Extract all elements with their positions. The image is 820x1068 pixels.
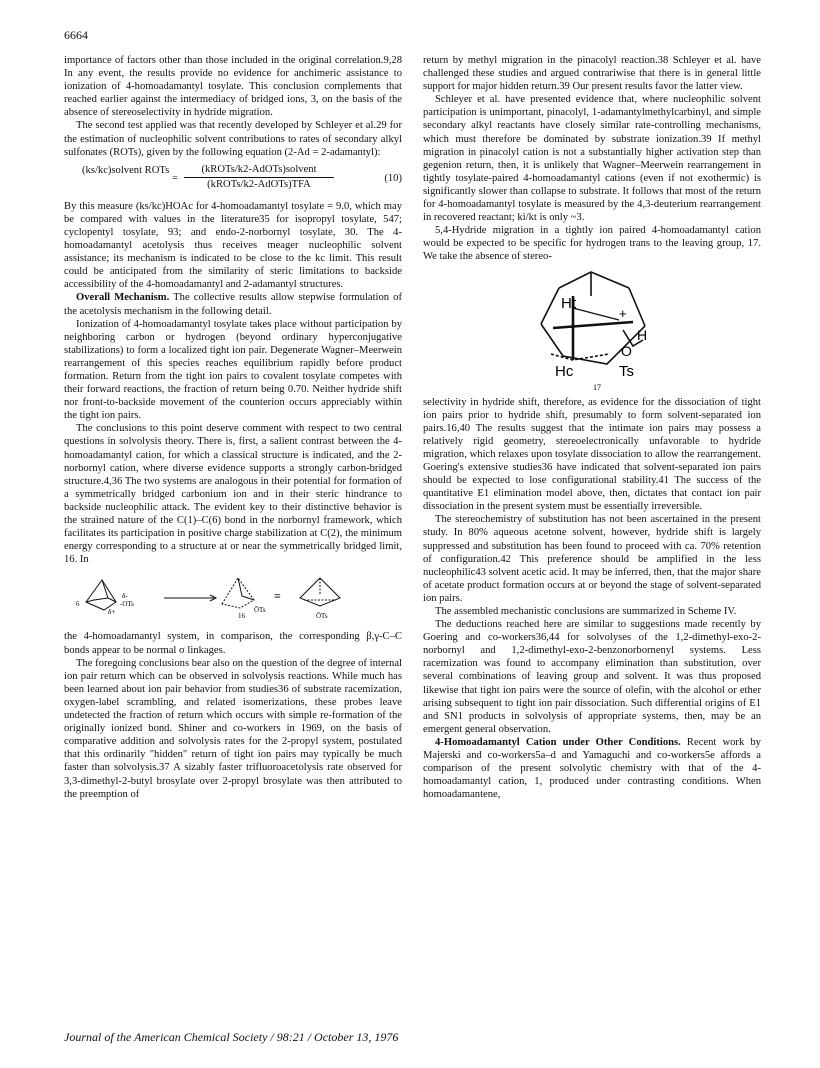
label-h-cis: Hc xyxy=(555,362,574,380)
section-heading: 4-Homoadamantyl Cation under Other Conditions. xyxy=(435,736,681,748)
structure-label-17: 17 xyxy=(593,382,601,392)
paragraph: The assembled mechanistic conclusions are summarized in Scheme IV. xyxy=(435,606,737,617)
structure-17-figure xyxy=(423,268,761,392)
journal-footer: Journal of the American Chemical Society / 98:21 / October 13, 1976 xyxy=(64,1030,399,1044)
paragraph xyxy=(64,291,402,317)
paragraph: By this measure (ks/kc)HOAc for 4-homoadamantyl tosylate = 9.0, which may be compared with values in the literature35 for isopropyl tosylate, 547; cyclopentyl tosylate, 93; and endo-2-norbornyl tosylate, 30. The 4-homoadamantyl acetolysis thus receives meager nucleophilic solvent assistance; its mechanism is indicated to be close to the kc limit. This result could be anticipated from the similarity of steric limitations to backside accessibility of the 4-homoadamantyl and 2-adamantyl structures. xyxy=(64,200,402,291)
norbornyl-structure-middle xyxy=(222,578,254,608)
equation-number: (10) xyxy=(384,172,402,184)
structure-label-16: 16 xyxy=(238,612,245,621)
label-ots-left: -OTs xyxy=(120,600,134,609)
label-plus: + xyxy=(619,305,627,321)
label-ots-right: ŌTs xyxy=(316,612,328,621)
paragraph: 5,4-Hydride migration in a tightly ion paired 4-homoadamantyl cation would be expected to be specific for hydrogen trans to the leaving group, 17. We take the absence of stereo- xyxy=(423,225,761,263)
paragraph: return by methyl migration in the pinacolyl reaction.38 Schleyer et al. have challenged these studies and argued contrariwise that there is in general little support for major hidden return.39 Our present results favor the latter view. xyxy=(423,55,761,93)
structure-17-drawing xyxy=(423,268,761,392)
norbornyl-structure-right xyxy=(300,578,340,606)
paragraph: The second test applied was that recently developed by Schleyer et al.29 for the estimation of nucleophilic solvent contributions to rates of secondary alkyl sulfonates (ROTs), given by the following equation (2-Ad = 2-adamantyl): xyxy=(64,120,402,158)
paragraph: Ionization of 4-homoadamantyl tosylate takes place without participation by neighboring carbon or hydrogen (beyond ordinary hyperconjugative stabilizations) to form a localized tight ion pair. Degenerate Wagner–Meerwein rearrangement of this species reaches equilibrium rapidly before product formation. Return from the tight ion pairs to covalent tosylate competes with their forward reactions, the fraction of return being 0.70. Neither hydride shift nor front-to-backside movement of the counterion occurs appreciably within the tight ion pairs. xyxy=(64,318,402,422)
equivalence-sign: ≡ xyxy=(274,589,281,604)
label-h-trans: Ht xyxy=(561,294,576,312)
equation-equals: = xyxy=(172,172,178,184)
equation-numerator: (kROTs/k2-AdOTs)solvent xyxy=(184,163,334,178)
paragraph: the 4-homoadamantyl system, in comparison, the corresponding β,γ-C–C bonds appear to be normal σ linkages. xyxy=(64,631,402,656)
paragraph: The foregoing conclusions bear also on the question of the degree of internal ion pair return which can be observed in solvolysis reactions. While much has been learned about ion pair behavior from studies36 of substrate racemization, oxygen-label scrambling, and related isomerizations, these probes leave undetected the fraction of return which occurs with simple re-formation of the originally ionized bond. Shiner and co-workers in 1969, on the basis of comparative addition and solvolysis rates for the 2-propyl system, postulated that this ordinarily "hidden" return of tight ion pairs may typically be much faster than solvolysis.37 A sizably faster trifluoroacetolysis rate observed for 3,3-dimethyl-2-butyl brosylate over 2-propyl brosylate was then attributed to the preemption of xyxy=(64,657,402,800)
left-column xyxy=(64,54,402,801)
paragraph-text: The collective results allow stepwise formulation of the acetolysis mechanism in the following detail. xyxy=(64,292,403,317)
paragraph: The deductions reached here are similar to suggestions made recently by Goering and co-workers36,44 for solvolyses of the 1,2-dimethyl-exo-2-norbornyl and 1,2-dimethyl-exo-2-benzonorbornenyl systems. Less racemization was found to accompany elimination than substitution, over several combinations of leaving group and solvent. It was thus proposed likewise that tight ion pairs were the source of olefin, with the alcohol or ether arising subsequent to tight ion pair dissociation. Such differential origins of E1 and SN1 products in solvolysis of appropriate systems, then, may be an emergent general observation. xyxy=(423,619,761,735)
section-heading: Overall Mechanism. xyxy=(76,292,170,304)
label-delta-minus: δ- xyxy=(122,592,128,601)
paragraph xyxy=(423,736,761,801)
label-o: O xyxy=(621,342,632,359)
label-h: H xyxy=(637,326,648,343)
paragraph: The conclusions to this point deserve comment with respect to two central questions in solvolysis theory. There is, first, a salient contrast between the 4-homoadamantyl cation, for which a classical structure is indicated, and the 2-norbornyl cation, where diverse evidence supports a strongly carbon-bridged structure.4,36 The two systems are analogous in their potential for formation of a symmetrically bridged carbonium ion and in their steric hindrance to backside nucleophilic attack. The evident key to their distinctive behavior is the strained nature of the C(1)–C(6) bond in the norbornyl framework, which facilitates its participation in positive charge stabilization at C(2), the minimum energy corresponding to a structure at or near the symmetrically bridged limit, 16. In xyxy=(64,423,402,566)
paragraph: importance of factors other than those included in the original correlation.9,28 In any event, the results provide no evidence for anchimeric assistance to ionization of 4-homoadamantyl tosylate. This conclusion complements that reached earlier against the intermediacy of bridged ions, 3, on the basis of the absence of stereoselectivity in hydride migration. xyxy=(64,55,402,119)
paragraph: The stereochemistry of substitution has not been ascertained in the present study. In 80% aqueous acetone solvent, however, hydride shift is largely suppressed and substitution has been found to proceed with ca. 70% retention of configuration.42 This preference should be amplified in the less nucleophilic43 solvent acetic acid. It may be inferred, then, that the major share of acetate product formation occurs at or beyond the stage of solvent-separated ion pairs. xyxy=(423,514,761,604)
paragraph-text: Recent work by Majerski and co-workers5a–d and Yamaguchi and co-workers5e affords a comparison of the present solvolytic chemistry with that of the 4-homoadamantyl cation, 1, produced under contrasting conditions. When homoadamantene, xyxy=(423,736,761,801)
norbornyl-structure-left xyxy=(86,580,116,610)
equation-lhs: (ks/kc)solvent ROTs xyxy=(82,164,170,176)
label-delta-plus: δ+ xyxy=(108,608,116,617)
label-ts: Ts xyxy=(619,362,634,380)
page-number: 6664 xyxy=(64,28,88,42)
equation-fraction xyxy=(184,163,334,191)
label-ots-middle: ŌTs xyxy=(254,606,266,615)
equation-10 xyxy=(64,162,402,198)
right-column xyxy=(423,54,761,801)
paragraph: Schleyer et al. have presented evidence that, where nucleophilic solvent participation is unimportant, pinacolyl, 1-adamantylmethylcarbinyl, and simple secondary alkyl reactants have closely similar rate-controlling mechanisms, which must therefore be dominated by substrate ionization.39 If methyl migration in pinacolyl cation is not a substantially higher activation step than gegenion return, then, it is unlikely that Wagner–Meerwein rearrangement in tightly tosylate-paired 4-homoadamantyl cations (even if not exothermic) is significantly slower than collapse to substrate. It follows that most of the return for 4-homoadamantyl tosylate is measured by the 4,3-deuterium rearrangement in recovered reactant; ki/kt is only ~3. xyxy=(423,94,761,224)
structure-16-figure xyxy=(64,570,402,620)
paragraph: selectivity in hydride shift, therefore, as evidence for the dissociation of tight ion pairs prior to hydride shift, presumably to form solvent-separated ion pairs.16,40 The results suggest that the intimate ion pairs may possess a relatively rigid geometry, stereoelectronically unfavorable to hydride migration, which relaxes upon tosylate dissociation to allow the rearrangement. Goering's extensive studies36 have indicated that solvent-separated ion pairs should be expected to lose configurational stability.41 The success of the quantitative E1 elimination model above, then, dictates that contact ion pair dissociation in the present system must be essentially irreversible. xyxy=(423,396,761,513)
equation-denominator: (kROTs/k2-AdOTs)TFA xyxy=(207,178,311,190)
label-six: 6 xyxy=(76,600,80,609)
